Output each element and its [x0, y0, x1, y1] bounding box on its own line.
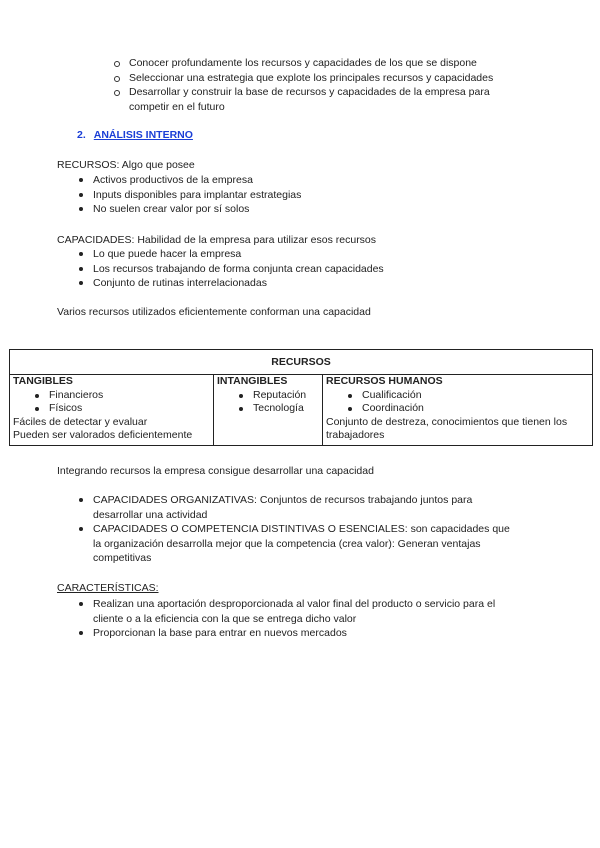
- humanos-line: trabajadores: [326, 429, 385, 441]
- recursos-table: [9, 349, 593, 446]
- capacidades-types-list: [76, 493, 510, 566]
- section-number: 2.: [77, 129, 86, 141]
- humanos-title: RECURSOS HUMANOS: [326, 375, 443, 387]
- table-header: RECURSOS: [10, 350, 593, 375]
- humanos-line: Conjunto de destreza, conocimientos que tienen los: [326, 415, 568, 428]
- tangibles-line: Fáciles de detectar y evaluar: [13, 415, 148, 428]
- list-item: Conocer profundamente los recursos y capacidades de los que se dispone: [112, 56, 532, 71]
- intangibles-cell: [214, 375, 323, 446]
- tangibles-line: Pueden ser valorados deficientemente: [13, 429, 193, 441]
- list-item: Realizan una aportación desproporcionada al valor final del producto o servicio para el cliente o a la eficiencia con la que se entrega dicho valor: [76, 597, 495, 626]
- tangibles-cell: [10, 375, 214, 446]
- list-item: Físicos: [13, 402, 210, 416]
- list-item: Desarrollar y construir la base de recursos y capacidades de la empresa para competir en el futuro: [112, 85, 524, 114]
- list-item: Activos productivos de la empresa: [76, 173, 301, 188]
- recursos-list: [76, 173, 301, 217]
- list-item: Tecnología: [217, 402, 319, 416]
- humanos-list: [326, 389, 589, 416]
- list-item: Lo que puede hacer la empresa: [76, 247, 384, 262]
- capacidades-definition: CAPACIDADES: Habilidad de la empresa para utilizar esos recursos: [57, 234, 377, 246]
- humanos-cell: [323, 375, 593, 446]
- intro-list: [112, 56, 532, 114]
- list-item: Inputs disponibles para implantar estrategias: [76, 188, 301, 203]
- section-title: ANÁLISIS INTERNO: [93, 129, 193, 141]
- list-item: Financieros: [13, 389, 210, 403]
- list-item: CAPACIDADES O COMPETENCIA DISTINTIVAS O ESENCIALES: son capacidades que la organización desarrolla mejor que la competencia (crea valor): Generan ventajas competitivas: [76, 522, 510, 566]
- caracteristicas-title: CARACTERÍSTICAS:: [57, 582, 159, 594]
- tangibles-list: [13, 389, 210, 416]
- list-item: No suelen crear valor por sí solos: [76, 202, 301, 217]
- capacidades-list: [76, 247, 384, 291]
- list-item: CAPACIDADES ORGANIZATIVAS: Conjuntos de recursos trabajando juntos para desarrollar una actividad: [76, 493, 510, 522]
- list-item: Proporcionan la base para entrar en nuevos mercados: [76, 626, 495, 641]
- list-item: Los recursos trabajando de forma conjunta crean capacidades: [76, 262, 384, 277]
- section-heading: [77, 129, 193, 141]
- recursos-definition: RECURSOS: Algo que posee: [57, 159, 195, 171]
- tangibles-title: TANGIBLES: [13, 375, 73, 387]
- list-item: Conjunto de rutinas interrelacionadas: [76, 276, 384, 291]
- caracteristicas-list: [76, 597, 495, 641]
- integrando-text: Integrando recursos la empresa consigue desarrollar una capacidad: [57, 465, 374, 477]
- list-item: Cualificación: [326, 389, 589, 403]
- list-item: Coordinación: [326, 402, 589, 416]
- list-item: Reputación: [217, 389, 319, 403]
- varios-text: Varios recursos utilizados eficientemente conforman una capacidad: [57, 306, 371, 318]
- intangibles-title: INTANGIBLES: [217, 375, 288, 387]
- list-item: Seleccionar una estrategia que explote los principales recursos y capacidades: [112, 71, 532, 86]
- intangibles-list: [217, 389, 319, 416]
